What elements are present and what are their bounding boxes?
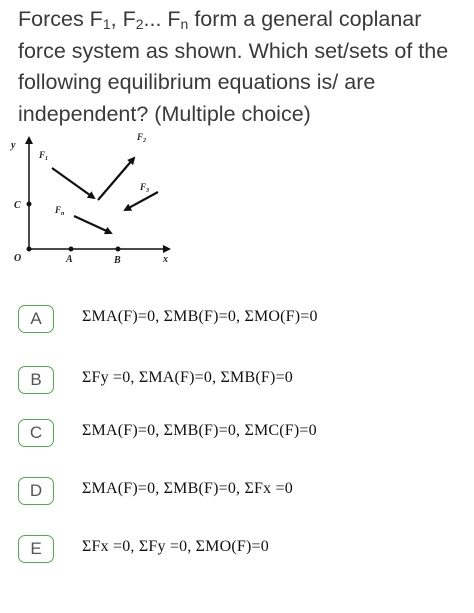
question-sub-2: 2 — [135, 16, 144, 32]
y-axis-arrow-icon — [25, 136, 33, 144]
force-fn-arrow — [74, 216, 111, 233]
option-c-badge[interactable]: C — [18, 419, 54, 447]
fn-label — [54, 205, 65, 217]
force-diagram-svg — [8, 128, 178, 268]
f2-label-sub: 2 — [143, 138, 147, 144]
origin-label: O — [14, 253, 22, 264]
f1-label-letter: F — [39, 150, 46, 160]
point-b — [116, 247, 121, 252]
option-a-badge[interactable]: A — [18, 305, 54, 333]
option-b-badge[interactable]: B — [18, 366, 54, 394]
fn-label-letter: F — [55, 205, 62, 215]
origin-point — [27, 247, 32, 252]
point-b-label: B — [114, 255, 121, 266]
f1-label — [38, 150, 48, 162]
force-f2-arrow — [98, 158, 134, 200]
point-c — [27, 202, 32, 207]
point-a — [69, 247, 74, 252]
f2-label — [136, 132, 146, 144]
point-c-label: C — [14, 200, 21, 211]
f1-label-sub: 1 — [45, 156, 49, 162]
force-diagram — [8, 128, 178, 273]
question-part-4: form a general coplanar force system as shown. Which set/sets of the following equilibrium equations is/ are independent? (Multiple choice) — [18, 7, 449, 126]
option-e-text: ΣFx =0, ΣFy =0, ΣMO(F)=0 — [82, 538, 269, 555]
force-f3-arrow — [125, 192, 158, 210]
option-d-badge[interactable]: D — [18, 477, 54, 505]
f3-label-letter: F — [140, 182, 147, 192]
force-f1-arrow — [52, 168, 94, 198]
question-sub-n: n — [180, 16, 189, 32]
point-a-label: A — [66, 254, 73, 265]
x-axis-arrow-icon — [163, 245, 171, 253]
option-e-badge[interactable]: E — [18, 535, 54, 563]
option-b-text: ΣFy =0, ΣMA(F)=0, ΣMB(F)=0 — [82, 369, 293, 386]
question-part-1: Forces F — [18, 7, 103, 31]
f3-label — [139, 182, 149, 194]
option-a-text: ΣMA(F)=0, ΣMB(F)=0, ΣMO(F)=0 — [82, 308, 318, 325]
question-text — [18, 4, 468, 130]
f2-label-letter: F — [137, 132, 144, 142]
question-part-2: , F — [110, 7, 136, 31]
f3-label-sub: 3 — [146, 188, 150, 194]
option-c-text: ΣMA(F)=0, ΣMB(F)=0, ΣMC(F)=0 — [82, 422, 317, 439]
option-d-text: ΣMA(F)=0, ΣMB(F)=0, ΣFx =0 — [82, 480, 293, 497]
x-axis-label: x — [163, 254, 168, 265]
fn-label-sub: n — [61, 211, 65, 217]
question-part-3: ... F — [143, 7, 181, 31]
y-axis-label: y — [11, 140, 16, 151]
question-sub-1: 1 — [102, 16, 111, 32]
